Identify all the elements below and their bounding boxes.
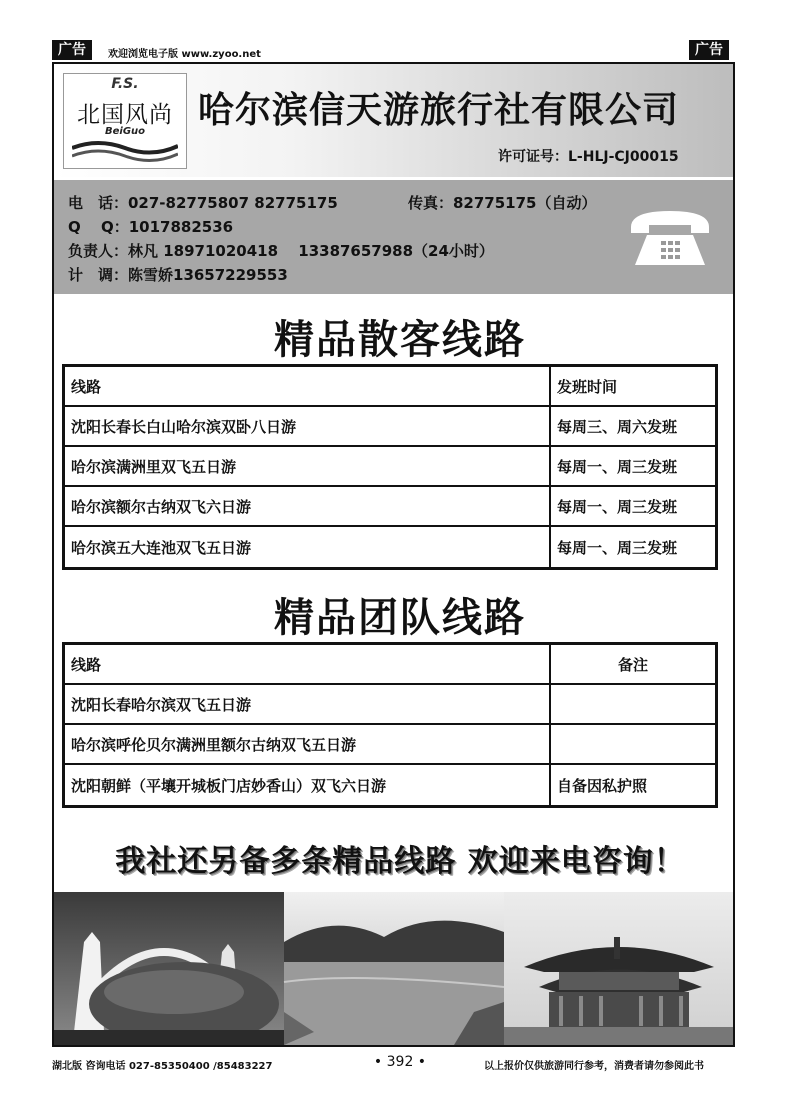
- company-name: 哈尔滨信天游旅行社有限公司: [198, 90, 680, 131]
- table-row: [65, 685, 715, 725]
- table-row: [65, 407, 715, 447]
- logo-mark: F.S.: [111, 76, 139, 92]
- contact-fax: 传真：82775175（自动）: [408, 194, 597, 212]
- contact-manager: 负责人：林凡 18971020418 13387657988（24小时）: [68, 242, 494, 260]
- route-name: 沈阳长春哈尔滨双飞五日游: [65, 685, 549, 725]
- slogan: 我社还另备多条精品线路 欢迎来电咨询！: [115, 844, 685, 879]
- lake-photo: [284, 892, 504, 1045]
- route-remark: 自备因私护照: [549, 765, 715, 805]
- welcome-text: 欢迎浏览电子版 www.zyoo.net: [108, 49, 261, 60]
- footer-left: 湖北版 咨询电话 027-85350400 /85483227: [52, 1061, 273, 1072]
- company-logo: [63, 73, 187, 169]
- route-name: 沈阳长春长白山哈尔滨双卧八日游: [65, 407, 549, 447]
- table-row: [65, 765, 715, 805]
- header-remarks: 备注: [549, 645, 715, 685]
- route-schedule: 每周三、周六发班: [549, 407, 715, 447]
- contact-tel: 电 话：027-82775807 82775175: [68, 194, 338, 212]
- route-name: 哈尔滨额尔古纳双飞六日游: [65, 487, 549, 527]
- page-number: • 392 •: [373, 1054, 427, 1070]
- route-remark: [549, 685, 715, 725]
- header-route: 线路: [65, 367, 549, 407]
- logo-text: 北国风尚: [77, 102, 173, 128]
- header-departure: 发班时间: [549, 367, 715, 407]
- palace-photo: [504, 892, 733, 1045]
- header-route: 线路: [65, 645, 549, 685]
- logo-subtext: BeiGuo: [104, 126, 146, 137]
- table-row: [65, 527, 715, 567]
- route-schedule: 每周一、周三发班: [549, 487, 715, 527]
- table-row: [65, 725, 715, 765]
- group-routes-title: 精品团队线路: [274, 595, 526, 641]
- scattered-routes-title: 精品散客线路: [274, 317, 526, 363]
- table-header-row: [65, 367, 715, 407]
- contact-operator: 计 调：陈雪娇13657229553: [68, 266, 288, 284]
- logo-wave-icon: [72, 138, 178, 164]
- route-name: 哈尔滨满洲里双飞五日游: [65, 447, 549, 487]
- table-row: [65, 447, 715, 487]
- telephone-icon: [625, 205, 715, 269]
- route-name: 哈尔滨呼伦贝尔满洲里额尔古纳双飞五日游: [65, 725, 549, 765]
- route-schedule: 每周一、周三发班: [549, 527, 715, 567]
- route-remark: [549, 725, 715, 765]
- landmark-rock-photo: [54, 892, 284, 1045]
- route-schedule: 每周一、周三发班: [549, 447, 715, 487]
- ad-tag-left: 广告: [52, 40, 92, 60]
- route-name: 沈阳朝鲜（平壤开城板门店妙香山）双飞六日游: [71, 776, 387, 795]
- table-header-row: [65, 645, 715, 685]
- group-routes-table: [62, 642, 718, 808]
- route-name: 哈尔滨五大连池双飞五日游: [71, 538, 252, 557]
- license-number: 许可证号：L-HLJ-CJ00015: [498, 149, 679, 165]
- footer-right: 以上报价仅供旅游同行参考，消费者请勿参阅此书: [484, 1061, 704, 1072]
- contact-qq: Q Q：1017882536: [68, 218, 234, 236]
- scattered-routes-table: [62, 364, 718, 570]
- photo-strip: [54, 892, 733, 1045]
- ad-tag-right: 广告: [689, 40, 729, 60]
- table-row: [65, 487, 715, 527]
